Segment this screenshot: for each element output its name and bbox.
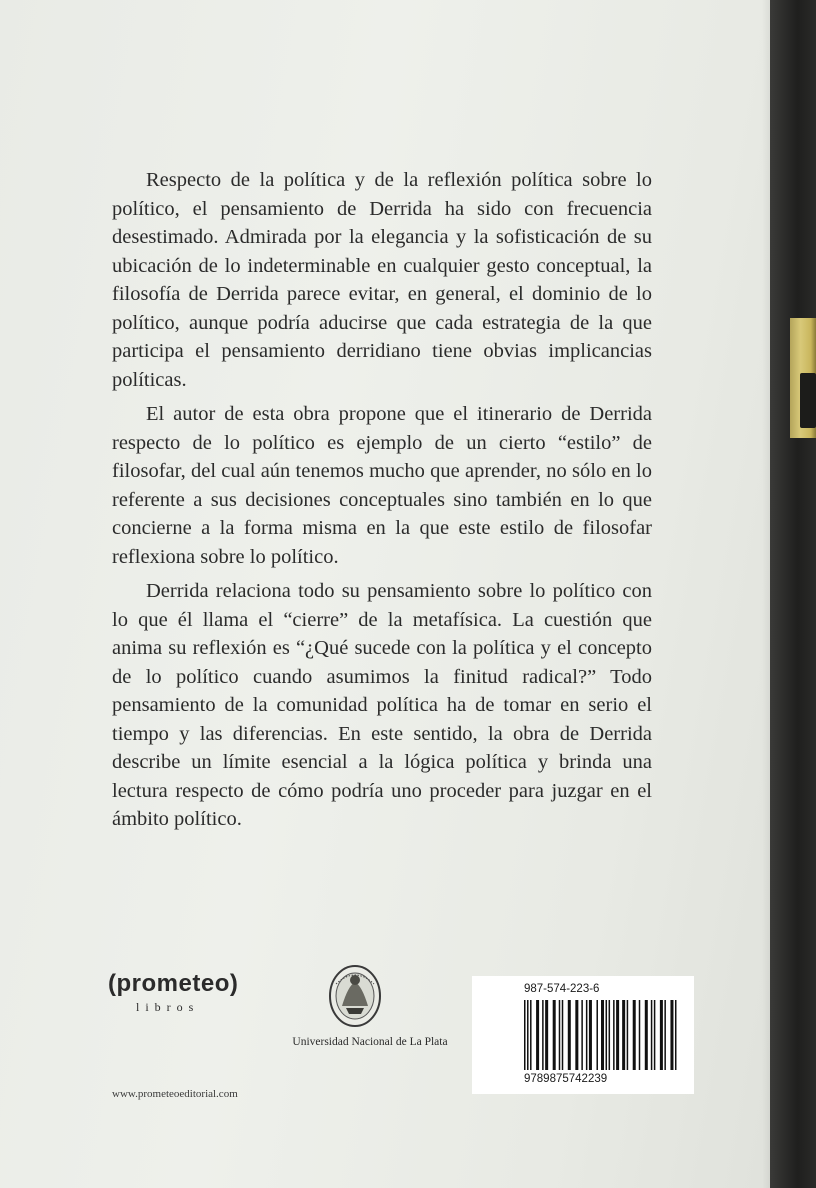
blurb-text: [112, 166, 652, 840]
unlp-logo: [270, 964, 470, 1054]
blurb-paragraph-1: Respecto de la política y de la reflexión política sobre lo político, el pensamiento de Derrida ha sido con frecuencia desestimado. Admirada por la elegancia y la sofisticación de su ubicación de lo indeterminable en cualquier gesto conceptual, la filosofía de Derrida parece evitar, en general, el dominio de lo político, aunque podría aducirse que cada estrategia de la que participa el pensamiento derridiano tiene obvias implicancias políticas.: [112, 169, 652, 391]
university-seal-icon: [328, 964, 382, 1028]
university-name: Universidad Nacional de La Plata: [292, 1036, 448, 1048]
blurb-paragraph-2: El autor de esta obra propone que el itinerario de Derrida respecto de lo político es ejemplo de un cierto “estilo” de filosofar, del cual aún tenemos mucho que aprender, no sólo en lo referente a sus decisiones conceptuales sino también en lo que concierne a la forma misma en la que este estilo de filosofar reflexiona sobre lo político.: [112, 403, 652, 568]
prometeo-bracket-icon: (: [108, 970, 117, 997]
barcode-bar: [524, 1000, 526, 1070]
barcode-bar: [606, 1000, 608, 1070]
barcode-bar: [545, 1000, 548, 1070]
prometeo-sub: libros: [136, 1000, 200, 1014]
spine-gold-band: [790, 318, 816, 438]
barcode-bar: [639, 1000, 641, 1070]
barcode-bar: [616, 1000, 619, 1070]
barcode-bar: [527, 1000, 529, 1070]
barcode-bar: [562, 1000, 564, 1070]
barcode-bar: [568, 1000, 571, 1070]
barcode-bar: [536, 1000, 539, 1070]
prometeo-logo: [108, 970, 268, 1020]
barcode-bar: [542, 1000, 544, 1070]
barcode-bar: [601, 1000, 604, 1070]
prometeo-bracket-close-icon: ): [229, 970, 239, 997]
barcode-bar: [613, 1000, 615, 1070]
barcode-bar: [581, 1000, 583, 1070]
barcode-bar: [609, 1000, 611, 1070]
barcode-bar: [627, 1000, 629, 1070]
barcode-bar: [670, 1000, 673, 1070]
barcode-bar: [553, 1000, 556, 1070]
barcode-bar: [589, 1000, 592, 1070]
barcode-bar: [575, 1000, 578, 1070]
barcode-bar: [633, 1000, 636, 1070]
barcode-bar: [660, 1000, 663, 1070]
barcode-bar: [622, 1000, 625, 1070]
barcode-bar: [645, 1000, 648, 1070]
barcode-bar: [530, 1000, 532, 1070]
isbn-10: 987-574-223-6: [524, 983, 600, 995]
ean-13: 9789875742239: [524, 1073, 608, 1085]
barcode-bar: [596, 1000, 598, 1070]
barcode-bar: [586, 1000, 588, 1070]
barcode-bar: [664, 1000, 666, 1070]
blurb-paragraph-3: Derrida relaciona todo su pensamiento sobre lo político con lo que él llama el “cierre” de la metafísica. La cuestión que anima su reflexión es “¿Qué sucede con la política y el concepto de lo político cuando asumimos la finitud radical?” Todo pensamiento de la comunidad política ha de tomar en serio el tiempo y las diferencias. En este sentido, la obra de Derrida describe un límite esencial a la lógica política y brinda una lectura respecto de cómo podría uno proceder para juzgar en el ámbito político.: [112, 580, 652, 830]
barcode-bar: [651, 1000, 653, 1070]
barcode-icon: [524, 1000, 678, 1070]
book-spine: [770, 0, 816, 1188]
barcode-panel: [472, 976, 694, 1094]
prometeo-name: prometeo: [116, 970, 230, 997]
barcode-bar: [675, 1000, 677, 1070]
barcode-bar: [559, 1000, 561, 1070]
publisher-website: www.prometeoeditorial.com: [112, 1088, 238, 1100]
barcode-bar: [654, 1000, 656, 1070]
